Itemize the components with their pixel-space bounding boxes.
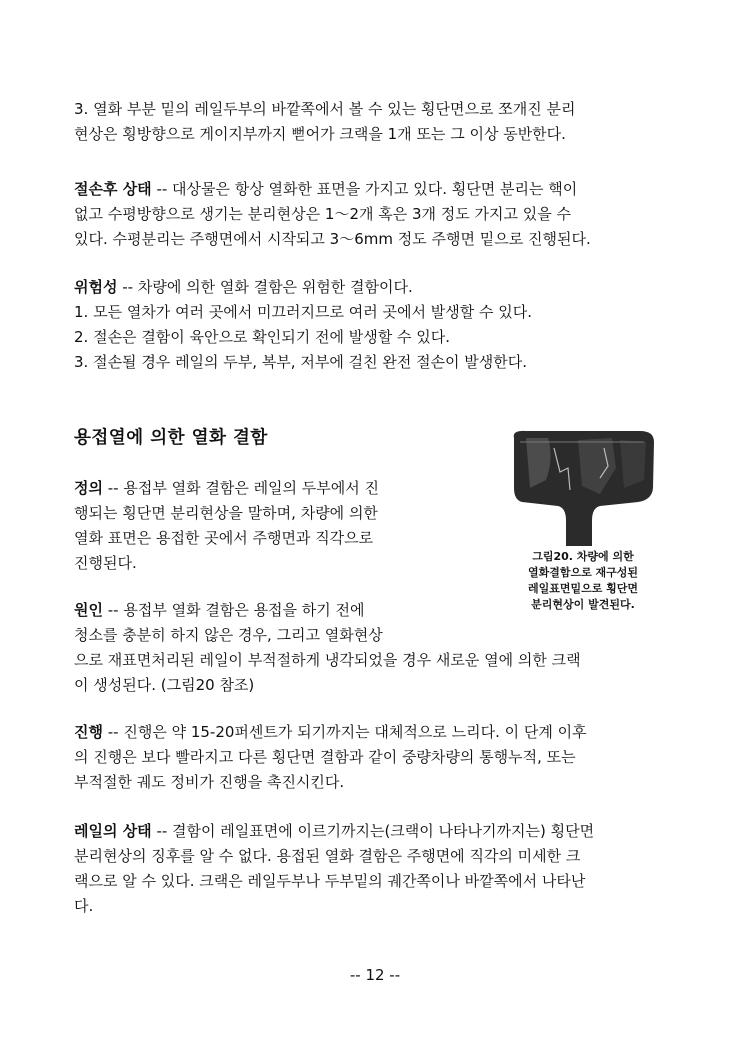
section-title: 용접열에 의한 열화 결함 <box>74 428 268 448</box>
text-line: -- 대상물은 항상 열화한 표면을 가지고 있다. 횡단면 분리는 핵이 <box>151 180 578 198</box>
text-line: -- 결함이 레일표면에 이르기까지는(크랙이 나타나기까지는) 횡단면 <box>151 822 595 840</box>
list-item: 2. 절손은 결함이 육안으로 확인되기 전에 발생할 수 있다. <box>74 328 451 346</box>
caption-line: 분리현상이 발견된다. <box>531 598 635 611</box>
text-line: 다. <box>74 897 94 915</box>
text-line: 의 진행은 보다 빨라지고 다른 횡단면 결함과 같이 중량차량의 통행누적, 또는 <box>74 748 576 766</box>
label-cause: 원인 <box>74 601 103 619</box>
text-line: 부적절한 궤도 정비가 진행을 촉진시킨다. <box>74 773 345 791</box>
text-line: 없고 수평방향으로 생기는 분리현상은 1～2개 혹은 3개 정도 가지고 있을 수 <box>74 205 572 223</box>
label-progress: 진행 <box>74 723 103 741</box>
text-line: 있다. 수평분리는 주행면에서 시작되고 3～6mm 정도 주행면 밑으로 진행된다. <box>74 230 591 248</box>
label-rail-state: 레일의 상태 <box>74 822 152 840</box>
text-line: -- 진행은 약 15-20퍼센트가 되기까지는 대체적으로 느리다. 이 단계 이후 <box>102 723 587 741</box>
text-line: -- 용접부 열화 결함은 용접을 하기 전에 <box>102 601 365 619</box>
label-danger: 위험성 <box>74 278 118 296</box>
paragraph-after-break-state <box>74 177 678 252</box>
text-line: 현상은 횡방향으로 게이지부까지 뻗어가 크랙을 1개 또는 그 이상 동반한다. <box>74 125 566 143</box>
paragraph-crack-outer-head <box>74 97 678 147</box>
paragraph-danger <box>74 275 678 375</box>
paragraph-progress <box>74 720 678 795</box>
caption-line: 레일표면밑으로 횡단면 <box>527 582 639 595</box>
caption-line: 그림20. 차량에 의한 <box>532 550 634 563</box>
list-item: 3. 절손될 경우 레일의 두부, 복부, 저부에 걸친 완전 절손이 발생한다. <box>74 353 528 371</box>
figure-caption <box>498 549 668 613</box>
paragraph-cause-start <box>74 598 440 648</box>
paragraph-definition <box>74 476 440 576</box>
caption-line: 열화결함으로 재구성된 <box>527 566 639 579</box>
label-after-break: 절손후 상태 <box>74 180 152 198</box>
text-line: 으로 재표면처리된 레일이 부적절하게 냉각되었을 경우 새로운 열에 의한 크랙 <box>74 651 581 669</box>
paragraph-cause-end <box>74 648 678 698</box>
text-line: 랙으로 알 수 있다. 크랙은 레일두부나 두부밑의 궤간쪽이나 바깥쪽에서 나타난 <box>74 872 586 890</box>
text-line: 청소를 충분히 하지 않은 경우, 그리고 열화현상 <box>74 626 383 644</box>
text-line: 분리현상의 징후를 알 수 없다. 용접된 열화 결함은 주행면에 직각의 미세한 크 <box>74 847 581 865</box>
text-line: 진행된다. <box>74 554 137 572</box>
page-number: -- 12 -- <box>349 966 401 984</box>
text-line: 열화 표면은 용접한 곳에서 주행면과 직각으로 <box>74 529 374 547</box>
list-item: 1. 모든 열차가 여러 곳에서 미끄러지므로 여러 곳에서 발생할 수 있다. <box>74 303 532 321</box>
text-line: 행되는 횡단면 분리현상을 말하며, 차량에 의한 <box>74 504 378 522</box>
text-line: 이 생성된다. (그림20 참조) <box>74 676 255 694</box>
text-line: -- 용접부 열화 결함은 레일의 두부에서 진 <box>102 479 380 497</box>
paragraph-rail-state <box>74 819 678 919</box>
text-line: 3. 열화 부분 밑의 레일두부의 바깥쪽에서 볼 수 있는 횡단면으로 쪼개진 분리 <box>74 100 576 118</box>
text-line: -- 차량에 의한 열화 결함은 위험한 결함이다. <box>117 278 413 296</box>
label-definition: 정의 <box>74 479 103 497</box>
